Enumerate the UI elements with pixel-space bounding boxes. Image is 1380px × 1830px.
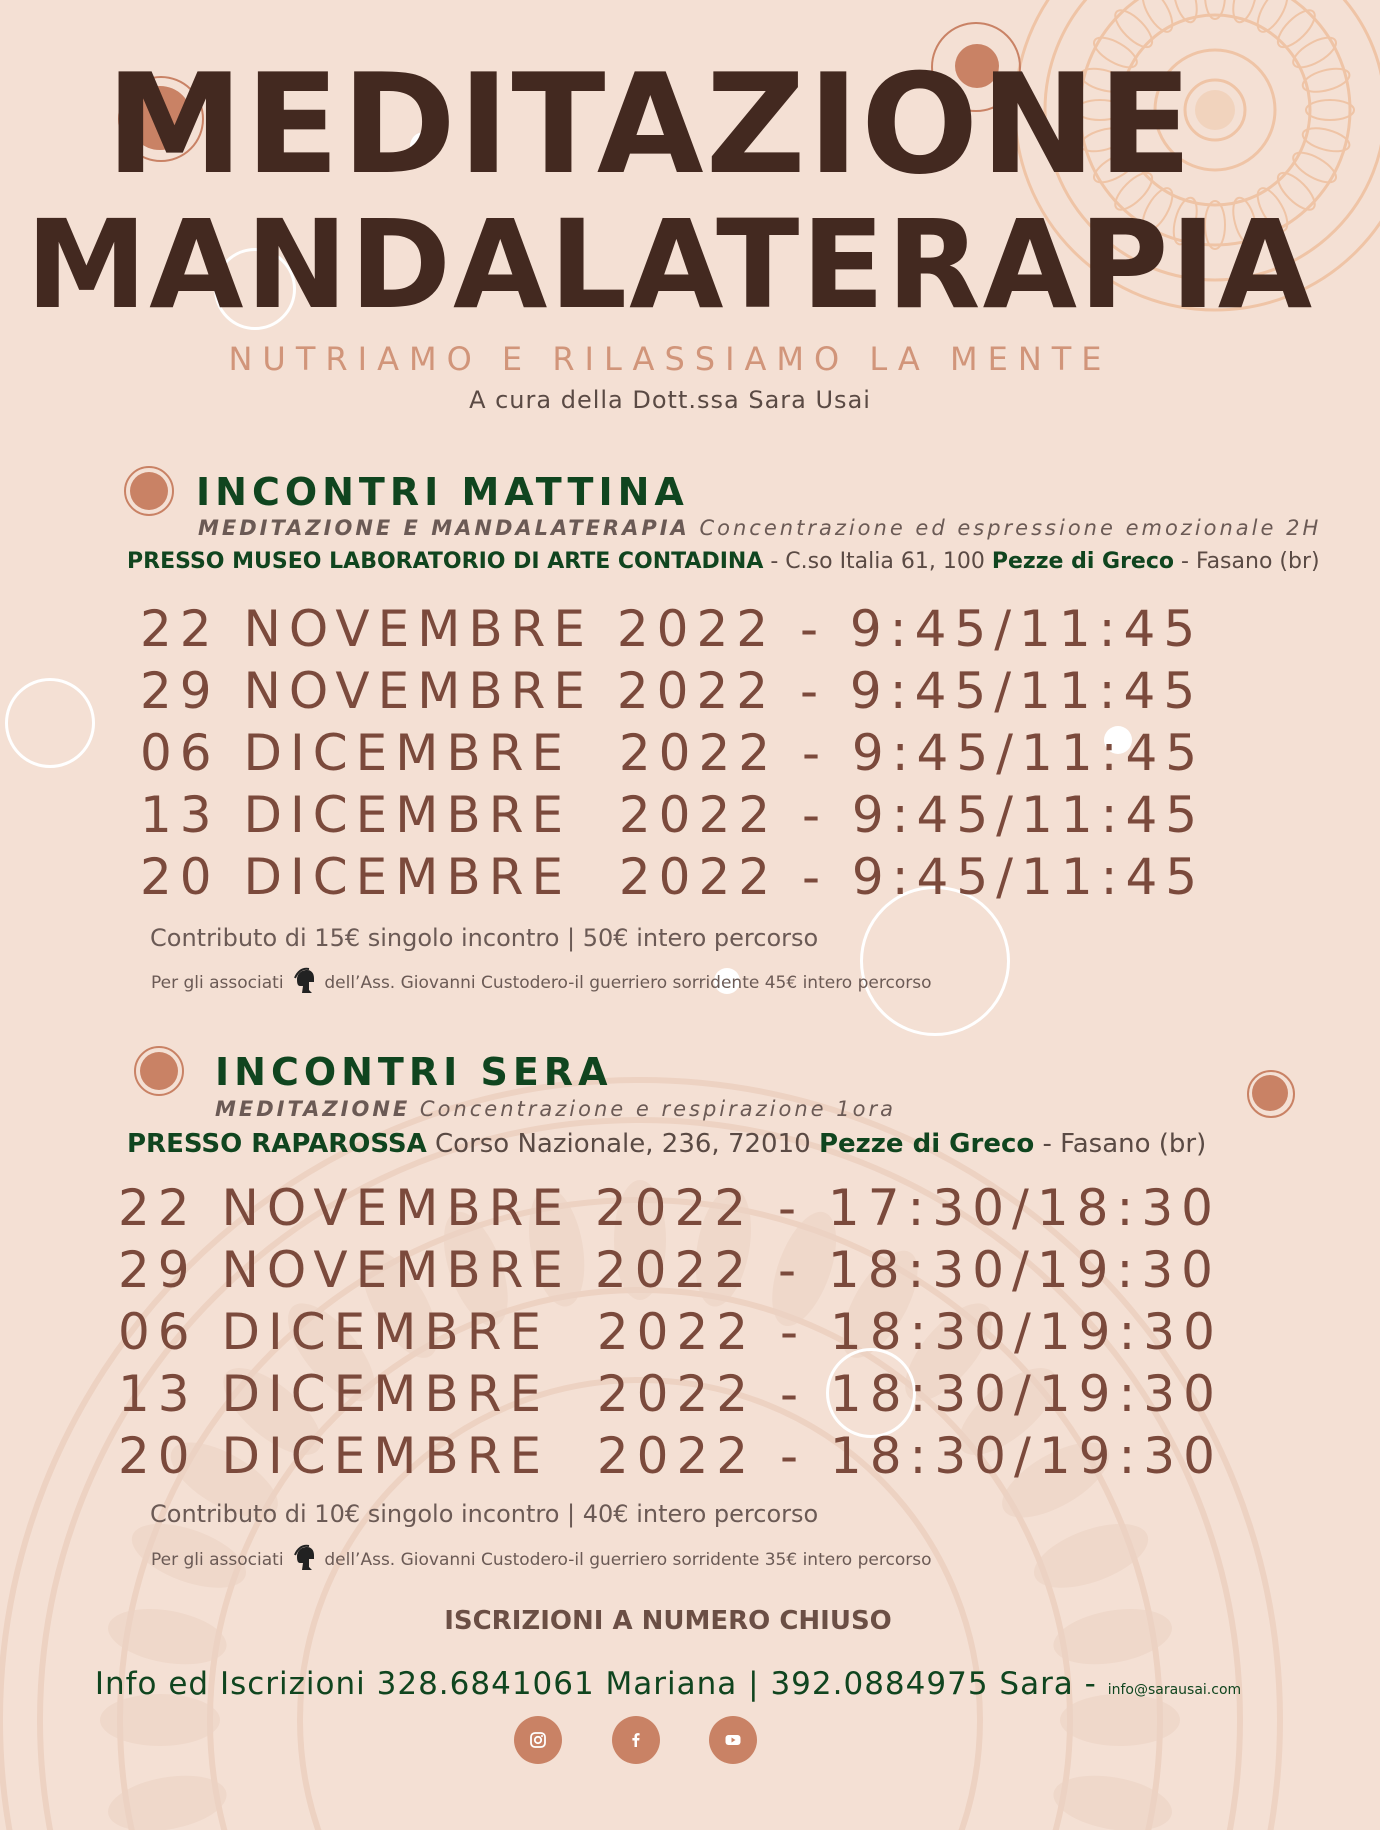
decor-white-ring (5, 678, 95, 768)
morning-subtitle (198, 516, 1321, 540)
curator: A cura della Dott.ssa Sara Usai (469, 386, 871, 414)
morning-dates (140, 598, 1205, 908)
evening-location (127, 1129, 1206, 1159)
date-row: 06 DICEMBRE 2022 - 9:45/11:45 (140, 724, 1206, 782)
morning-address: - C.so Italia 61, 100 (763, 549, 992, 574)
date-row: 13 DICEMBRE 2022 - 18:30/19:30 (118, 1365, 1223, 1423)
section-bullet-dot (140, 1052, 178, 1090)
evening-subtitle-bold: MEDITAZIONE (215, 1097, 411, 1121)
evening-title: INCONTRI SERA (215, 1050, 613, 1094)
decor-dot-circle (1252, 1075, 1288, 1111)
tagline: NUTRIAMO E RILASSIAMO LA MENTE (228, 340, 1112, 378)
info-label: Info ed Iscrizioni (94, 1666, 366, 1702)
evening-town: Pezze di Greco (818, 1129, 1035, 1159)
evening-city: - Fasano (br) (1034, 1129, 1207, 1159)
morning-location (127, 549, 1320, 574)
date-row: 22 NOVEMBRE 2022 - 17:30/18:30 (118, 1179, 1221, 1237)
contact-info (0, 1666, 1336, 1702)
associates-suffix: dell’Ass. Giovanni Custodero-il guerriero sorridente 45€ intero percorso (324, 973, 932, 993)
associates-suffix: dell’Ass. Giovanni Custodero-il guerriero sorridente 35€ intero percorso (324, 1550, 932, 1570)
mandala-petal (1169, 0, 1201, 25)
mandala-petal (1229, 0, 1261, 25)
morning-city: - Fasano (br) (1174, 549, 1320, 574)
spartan-helmet-icon (293, 1545, 315, 1571)
date-row: 29 NOVEMBRE 2022 - 18:30/19:30 (118, 1241, 1221, 1299)
title-line-1: MEDITAZIONE (105, 44, 1195, 205)
mandala-petal (1300, 124, 1352, 156)
email-link[interactable]: info@sarausai.com (1107, 1682, 1242, 1698)
morning-subtitle-bold: MEDITAZIONE E MANDALATERAPIA (198, 516, 690, 540)
mandala-petal (1137, 0, 1178, 36)
info-phones: 328.6841061 Mariana | 392.0884975 Sara - (365, 1666, 1108, 1702)
associates-prefix: Per gli associati (151, 1550, 284, 1570)
evening-subtitle (215, 1097, 896, 1121)
instagram-icon[interactable] (514, 1716, 562, 1764)
date-row: 20 DICEMBRE 2022 - 18:30/19:30 (118, 1427, 1223, 1485)
evening-price: Contributo di 10€ singolo incontro | 40€ intero percorso (150, 1500, 819, 1528)
morning-venue: PRESSO MUSEO LABORATORIO DI ARTE CONTADINA (127, 549, 764, 574)
evening-venue: PRESSO RAPAROSSA (127, 1129, 427, 1159)
date-row: 06 DICEMBRE 2022 - 18:30/19:30 (118, 1303, 1223, 1361)
evening-dates (118, 1177, 1223, 1487)
mandala-petal (1306, 100, 1354, 120)
morning-town: Pezze di Greco (991, 549, 1175, 574)
title-line-2: MANDALATERAPIA (25, 194, 1315, 336)
date-row: 29 NOVEMBRE 2022 - 9:45/11:45 (140, 662, 1204, 720)
associates-prefix: Per gli associati (151, 973, 284, 993)
mandala-petal (1252, 0, 1293, 36)
evening-associates (151, 1545, 931, 1571)
youtube-icon[interactable] (709, 1716, 757, 1764)
morning-price: Contributo di 15€ singolo incontro | 50€ intero percorso (150, 924, 819, 952)
mandala-petal (1026, 1511, 1157, 1601)
mandala-petal (1272, 5, 1320, 53)
morning-title: INCONTRI MATTINA (196, 470, 689, 514)
facebook-icon[interactable] (612, 1716, 660, 1764)
morning-subtitle-rest: Concentrazione ed espressione emozionale 2H (689, 516, 1322, 540)
evening-subtitle-rest: Concentrazione e respirazione 1ora (410, 1097, 896, 1121)
evening-address: Corso Nazionale, 236, 72010 (426, 1129, 819, 1159)
limited-places-notice: ISCRIZIONI A NUMERO CHIUSO (444, 1606, 892, 1636)
decor-white-ring (860, 886, 1010, 1036)
date-row: 13 DICEMBRE 2022 - 9:45/11:45 (140, 786, 1206, 844)
date-row: 22 NOVEMBRE 2022 - 9:45/11:45 (140, 600, 1204, 658)
section-bullet-dot (130, 472, 168, 510)
date-row: 20 DICEMBRE 2022 - 9:45/11:45 (140, 848, 1206, 906)
mandala-petal (1300, 64, 1352, 96)
spartan-helmet-icon (293, 968, 315, 994)
morning-associates (151, 968, 931, 994)
